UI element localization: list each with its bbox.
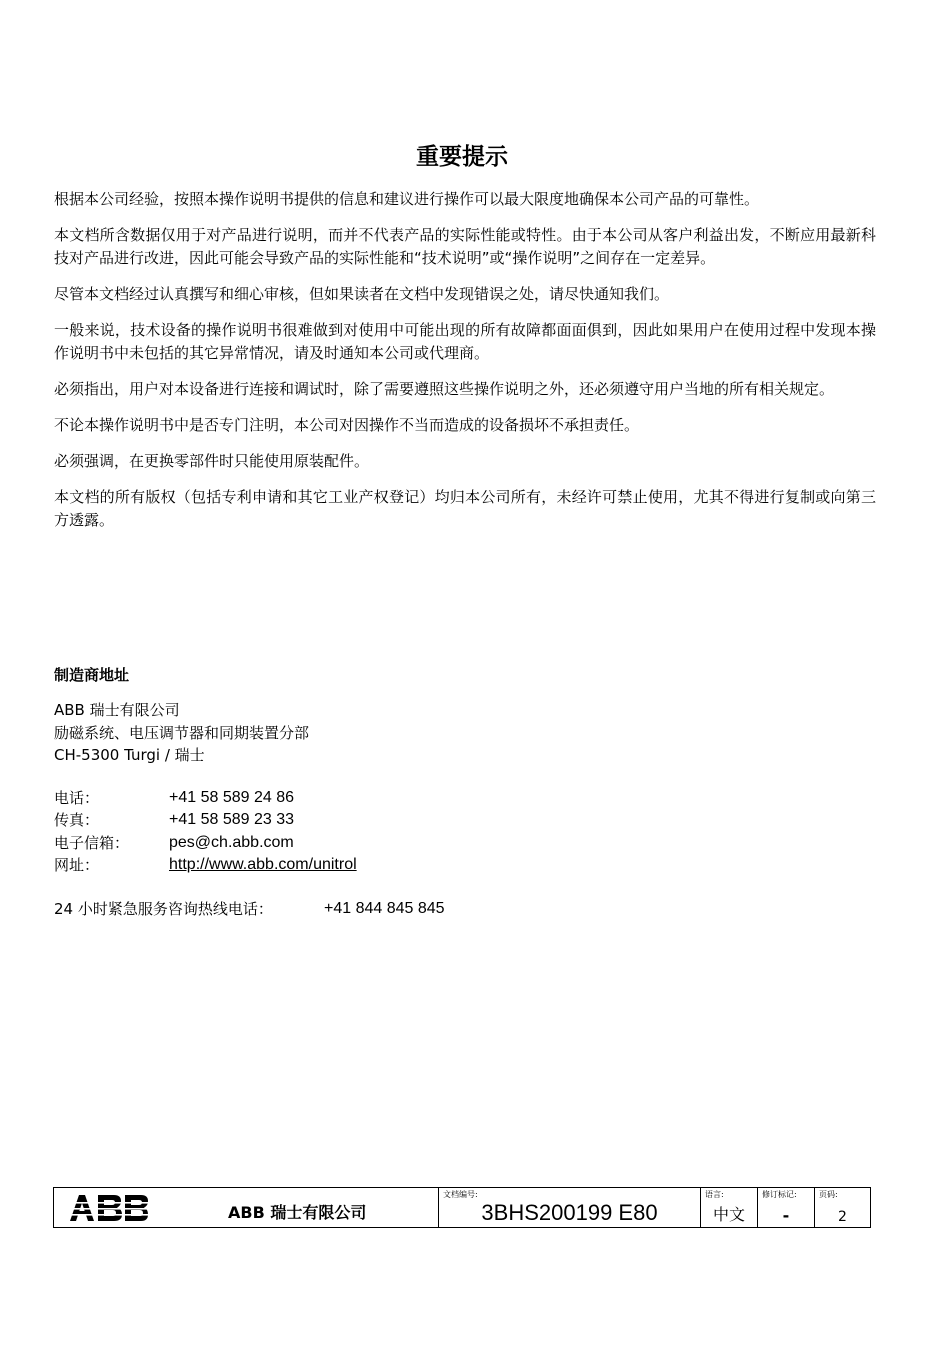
- doc-number-label: 文档编号:: [443, 1190, 478, 1199]
- contact-list: [54, 787, 854, 877]
- notice-paragraph: 必须指出，用户对本设备进行连接和调试时，除了需要遵照这些操作说明之外，还必须遵守用户当地的所有相关规定。: [54, 380, 835, 398]
- contact-fax: [54, 809, 854, 832]
- hotline-value: +41 844 845 845: [324, 899, 445, 917]
- notice-paragraph: 一般来说，技术设备的操作说明书很难做到对使用中可能出现的所有故障都面面俱到，因此如果用户在使用过程中发现本操作说明书中未包括的其它异常情况，请及时通知本公司或代理商。: [54, 321, 876, 362]
- contact-website: [54, 854, 854, 877]
- notice-list: [54, 188, 876, 545]
- page-number: 2: [838, 1209, 847, 1225]
- contact-phone: [54, 787, 854, 810]
- footer-page-cell: [815, 1188, 870, 1227]
- language-value: 中文: [712, 1205, 745, 1224]
- website-link[interactable]: http://www.abb.com/unitrol: [169, 856, 357, 873]
- page-title: 重要提示: [416, 144, 508, 170]
- abb-logo: [70, 1193, 148, 1223]
- manufacturer-heading: 制造商地址: [54, 666, 130, 684]
- hotline-row: [54, 898, 854, 921]
- email-value: pes@ch.abb.com: [169, 833, 294, 851]
- notice-paragraph: 尽管本文档经过认真撰写和细心审核，但如果读者在文档中发现错误之处，请尽快通知我们。: [54, 285, 670, 303]
- contact-label: 网址：: [54, 856, 100, 874]
- address-division: 励磁系统、电压调节器和同期装置分部: [54, 723, 310, 742]
- document-footer: [53, 1187, 871, 1228]
- notice-paragraph: 不论本操作说明书中是否专门注明，本公司对因操作不当而造成的设备损坏不承担责任。: [54, 416, 640, 434]
- footer-logo-cell: [54, 1188, 439, 1227]
- notice-paragraph: 本文档的所有版权（包括专利申请和其它工业产权登记）均归本公司所有，未经许可禁止使用，尤其不得进行复制或向第三方透露。: [54, 488, 876, 529]
- address-city: CH-5300 Turgi / 瑞士: [54, 746, 205, 764]
- footer-language-cell: [701, 1188, 758, 1227]
- footer-revision-cell: [758, 1188, 815, 1227]
- footer-doc-number-cell: [439, 1188, 701, 1227]
- revision-value: -: [782, 1206, 790, 1225]
- footer-company: ABB 瑞士有限公司: [228, 1203, 367, 1222]
- contact-label: 传真：: [54, 811, 100, 829]
- notice-paragraph: 本文档所含数据仅用于对产品进行说明，而并不代表产品的实际性能或特性。由于本公司从客户利益出发，不断应用最新科技对产品进行改进，因此可能会导致产品的实际性能和“技术说明”或“操作说明”之间存在一定差异。: [54, 226, 876, 267]
- manufacturer-section: [54, 664, 854, 920]
- page-label: 页码:: [819, 1190, 838, 1199]
- contact-label: 电子信箱：: [54, 833, 130, 852]
- doc-number: 3BHS200199 E80: [481, 1200, 658, 1225]
- revision-label: 修订标记:: [762, 1190, 797, 1199]
- hotline-label: 24 小时紧急服务咨询热线电话：: [54, 899, 273, 918]
- contact-email: [54, 832, 854, 855]
- phone-value: +41 58 589 24 86: [169, 788, 295, 806]
- notice-paragraph: 必须强调，在更换零部件时只能使用原装配件。: [54, 452, 370, 470]
- address-company: ABB 瑞士有限公司: [54, 701, 180, 719]
- language-label: 语言:: [705, 1190, 724, 1199]
- contact-label: 电话：: [54, 788, 100, 807]
- notice-paragraph: 根据本公司经验，按照本操作说明书提供的信息和建议进行操作可以最大限度地确保本公司产品的可靠性。: [54, 190, 760, 208]
- fax-value: +41 58 589 23 33: [169, 811, 295, 828]
